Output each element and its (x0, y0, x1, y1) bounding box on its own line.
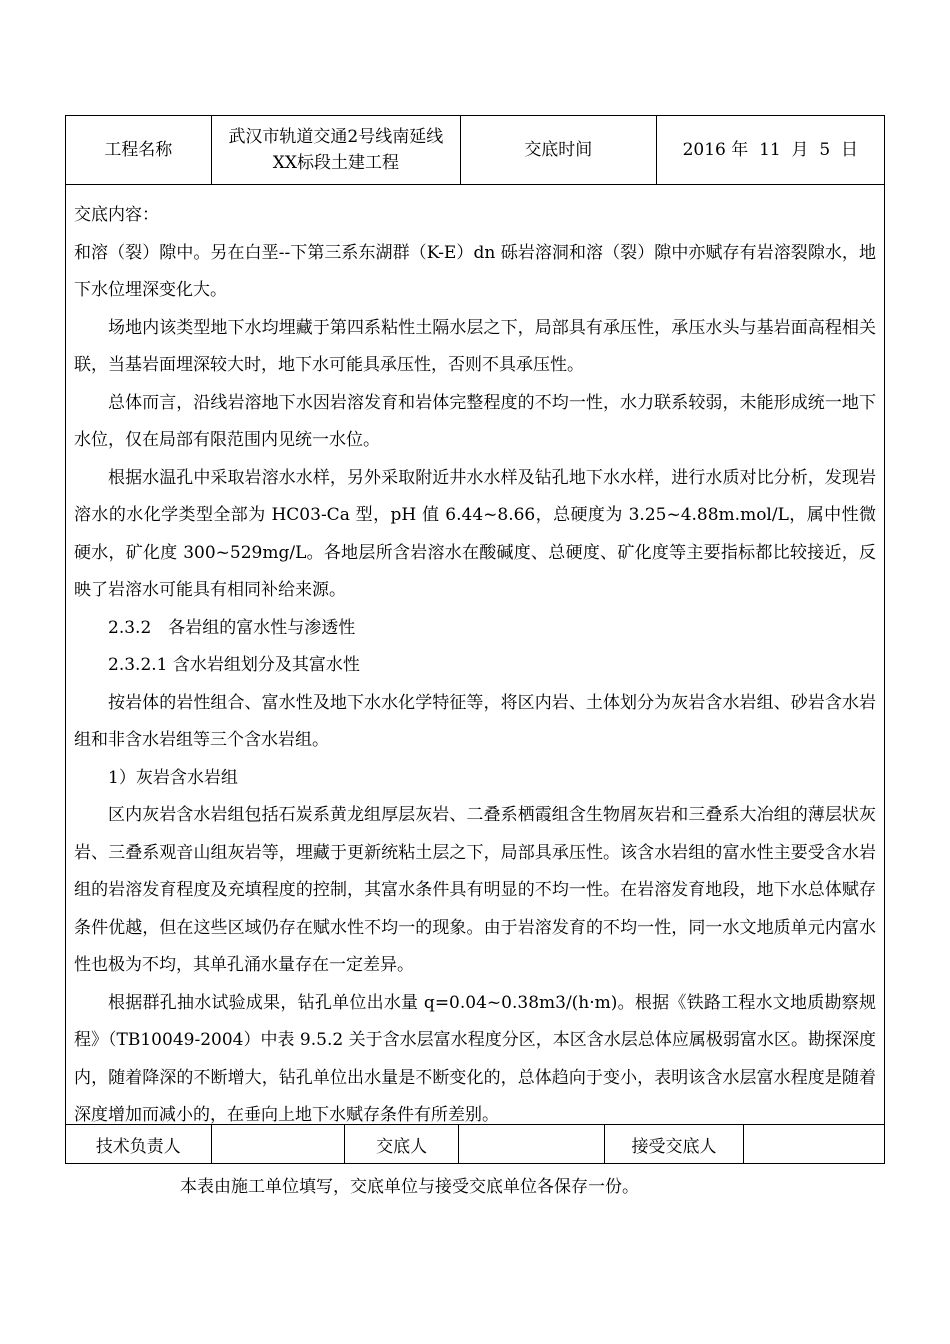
paragraph: 根据水温孔中采取岩溶水水样，另外采取附近井水水样及钻孔地下水水样，进行水质对比分析，发现岩溶水的水化学类型全部为 HC03-Ca 型，pH 值 6.44~8.66，总硬度为 3.25~4.88m.mol/L，属中性微硬水，矿化度 300~529mg/L。各地层所含岩溶水在酸碱度、总硬度、矿化度等主要指标都比较接近，反映了岩溶水可能具有相同补给来源。 (74, 467, 876, 600)
tech-lead-label: 技术负责人 (66, 1125, 212, 1163)
project-name-value: 武汉市轨道交通2号线南延线XX标段土建工程 (212, 116, 461, 184)
footnote: 本表由施工单位填写，交底单位与接受交底单位各保存一份。 (180, 1177, 639, 1197)
discloser-label: 交底人 (345, 1125, 459, 1163)
paragraph: 按岩体的岩性组合、富水性及地下水水化学特征等，将区内岩、土体划分为灰岩含水岩组、砂岩含水岩组和非含水岩组等三个含水岩组。 (74, 692, 876, 750)
paragraph: 根据群孔抽水试验成果，钻孔单位出水量 q=0.04~0.38m3/(h·m)。根据《铁路工程水文地质勘察规程》（TB10049-2004）中表 9.5.2 关于含水层富水程度分区，本区含水层总体应属极弱富水区。勘探深度内，随着降深的不断增大，钻孔单位出水量是不断变化的，总体趋向于变小，表明该含水层富水程度是随着深度增加而减小的，在垂向上地下水赋存条件有所差别。 (74, 992, 876, 1125)
paragraph: 区内灰岩含水岩组包括石炭系黄龙组厚层灰岩、二叠系栖霞组含生物屑灰岩和三叠系大冶组的薄层状灰岩、三叠系观音山组灰岩等，埋藏于更新统粘土层之下，局部具承压性。该含水岩组的富水性主要受含水岩组的岩溶发育程度及充填程度的控制，其富水条件具有明显的不均一性。在岩溶发育地段，地下水总体赋存条件优越，但在这些区域仍存在赋水性不均一的现象。由于岩溶发育的不均一性，同一水文地质单元内富水性也极为不均，其单孔涌水量存在一定差异。 (74, 805, 876, 975)
paragraph: 总体而言，沿线岩溶地下水因岩溶发育和岩体完整程度的不均一性，水力联系较弱，未能形成统一地下水位，仅在局部有限范围内见统一水位。 (74, 392, 876, 450)
date-value: 2016 年 11 月 5 日 (682, 140, 858, 160)
content-cell (65, 184, 885, 1125)
signature-row (65, 1124, 885, 1164)
subsection-heading: 2.3.2.1 含水岩组划分及其富水性 (108, 655, 360, 675)
date-label: 交底时间 (461, 116, 657, 184)
content-heading: 交底内容： (74, 205, 159, 225)
receiver-field[interactable] (744, 1125, 884, 1163)
header-row (65, 115, 885, 185)
project-name-label: 工程名称 (66, 116, 212, 184)
paragraph: 场地内该类型地下水均埋藏于第四系粘性土隔水层之下，局部具有承压性，承压水头与基岩面高程相关联，当基岩面埋深较大时，地下水可能具承压性，否则不具承压性。 (74, 317, 876, 375)
section-heading: 2.3.2 各岩组的富水性与渗透性 (108, 617, 356, 638)
receiver-label: 接受交底人 (605, 1125, 745, 1163)
tech-lead-field[interactable] (212, 1125, 346, 1163)
paragraph: 和溶（裂）隙中。另在白垩--下第三系东湖群（K-E）dn 砾岩溶洞和溶（裂）隙中亦赋存有岩溶裂隙水，地下水位埋深变化大。 (74, 242, 876, 300)
item-heading: 1）灰岩含水岩组 (108, 767, 238, 788)
discloser-field[interactable] (459, 1125, 605, 1163)
